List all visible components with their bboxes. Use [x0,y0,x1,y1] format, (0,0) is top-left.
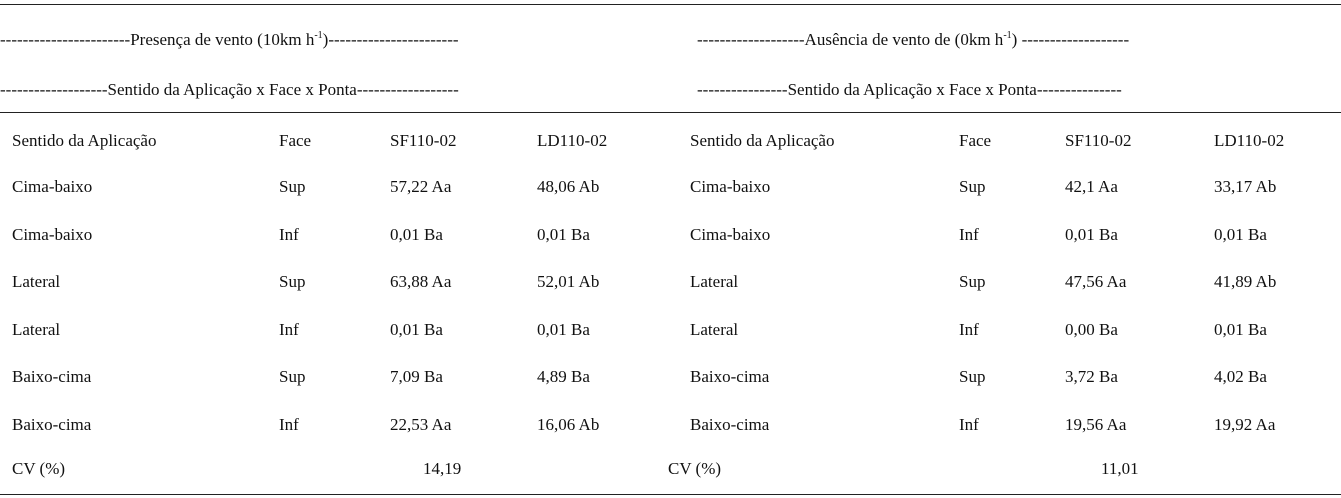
left-condition-header-text: -----------------------Presença de vento (10km h [0,30,315,49]
right-column-header-ld110-02: LD110-02 [1214,131,1285,150]
right-factor-header [697,80,1122,100]
left-condition-header [0,30,459,50]
left-cell-application-direction: Cima-baixo [12,177,93,196]
right-cell-ld110-02: 4,02 Ba [1214,367,1267,386]
left-cell-sf110-02: 0,01 Ba [390,320,443,339]
left-cell-application-direction: Baixo-cima [12,415,92,434]
right-cell-ld110-02: 0,01 Ba [1214,225,1267,244]
left-cell-sf110-02: 22,53 Aa [390,415,452,434]
right-column-header-sf110-02: SF110-02 [1065,131,1132,150]
left-cell-face: Inf [279,415,299,434]
left-factor-header-text: -------------------Sentido da Aplicação x Face x Ponta------------------ [0,80,459,99]
right-condition-header-text: -------------------Ausência de vento de (0km h [697,30,1004,49]
left-condition-header-exponent: -1 [314,30,323,41]
right-cell-ld110-02: 0,01 Ba [1214,320,1267,339]
right-cell-face: Sup [959,272,986,291]
left-cv-value: 14,19 [423,459,462,478]
left-cell-face: Inf [279,320,299,339]
left-column-header-ld110-02: LD110-02 [537,131,608,150]
right-cv-label: CV (%) [668,459,722,478]
right-cell-application-direction: Cima-baixo [690,225,771,244]
right-factor-header-text: ----------------Sentido da Aplicação x Face x Ponta--------------- [697,80,1122,99]
left-cell-application-direction: Cima-baixo [12,225,93,244]
bottom-rule [0,494,1341,495]
right-column-header-face: Face [959,131,992,150]
right-cell-face: Inf [959,320,979,339]
right-cell-face: Sup [959,367,986,386]
left-cell-face: Sup [279,272,306,291]
left-cell-sf110-02: 7,09 Ba [390,367,443,386]
left-cell-application-direction: Lateral [12,320,61,339]
right-cell-application-direction: Baixo-cima [690,415,770,434]
right-cell-ld110-02: 19,92 Aa [1214,415,1276,434]
right-cell-face: Inf [959,415,979,434]
right-cell-sf110-02: 47,56 Aa [1065,272,1127,291]
right-cell-application-direction: Baixo-cima [690,367,770,386]
left-column-header-sf110-02: SF110-02 [390,131,457,150]
left-cell-sf110-02: 0,01 Ba [390,225,443,244]
left-cell-face: Sup [279,367,306,386]
left-cell-application-direction: Baixo-cima [12,367,92,386]
left-cell-application-direction: Lateral [12,272,61,291]
left-cv-label: CV (%) [12,459,66,478]
header-separator-rule [0,112,1341,113]
left-cell-ld110-02: 0,01 Ba [537,320,590,339]
right-cell-sf110-02: 19,56 Aa [1065,415,1127,434]
left-column-header-application-direction: Sentido da Aplicação [12,131,157,150]
left-column-header-face: Face [279,131,312,150]
right-condition-header-exponent: -1 [1003,30,1012,41]
right-cell-application-direction: Lateral [690,320,739,339]
left-cell-ld110-02: 48,06 Ab [537,177,600,196]
right-cv-value: 11,01 [1101,459,1139,478]
right-cell-sf110-02: 0,00 Ba [1065,320,1118,339]
right-cell-application-direction: Cima-baixo [690,177,771,196]
right-cell-face: Inf [959,225,979,244]
top-rule [0,4,1341,5]
right-condition-header [697,30,1129,50]
right-cell-face: Sup [959,177,986,196]
left-factor-header [0,80,459,100]
left-cell-face: Sup [279,177,306,196]
left-cell-ld110-02: 4,89 Ba [537,367,590,386]
right-cell-application-direction: Lateral [690,272,739,291]
right-cell-sf110-02: 0,01 Ba [1065,225,1118,244]
left-cell-ld110-02: 16,06 Ab [537,415,600,434]
right-cell-ld110-02: 33,17 Ab [1214,177,1277,196]
right-cell-ld110-02: 41,89 Ab [1214,272,1277,291]
left-cell-ld110-02: 52,01 Ab [537,272,600,291]
left-condition-header-suffix: )----------------------- [322,30,459,49]
left-cell-face: Inf [279,225,299,244]
right-cell-sf110-02: 42,1 Aa [1065,177,1118,196]
right-column-header-application-direction: Sentido da Aplicação [690,131,835,150]
left-cell-ld110-02: 0,01 Ba [537,225,590,244]
right-condition-header-suffix: ) ------------------- [1011,30,1130,49]
left-cell-sf110-02: 57,22 Aa [390,177,452,196]
left-cell-sf110-02: 63,88 Aa [390,272,452,291]
right-cell-sf110-02: 3,72 Ba [1065,367,1118,386]
